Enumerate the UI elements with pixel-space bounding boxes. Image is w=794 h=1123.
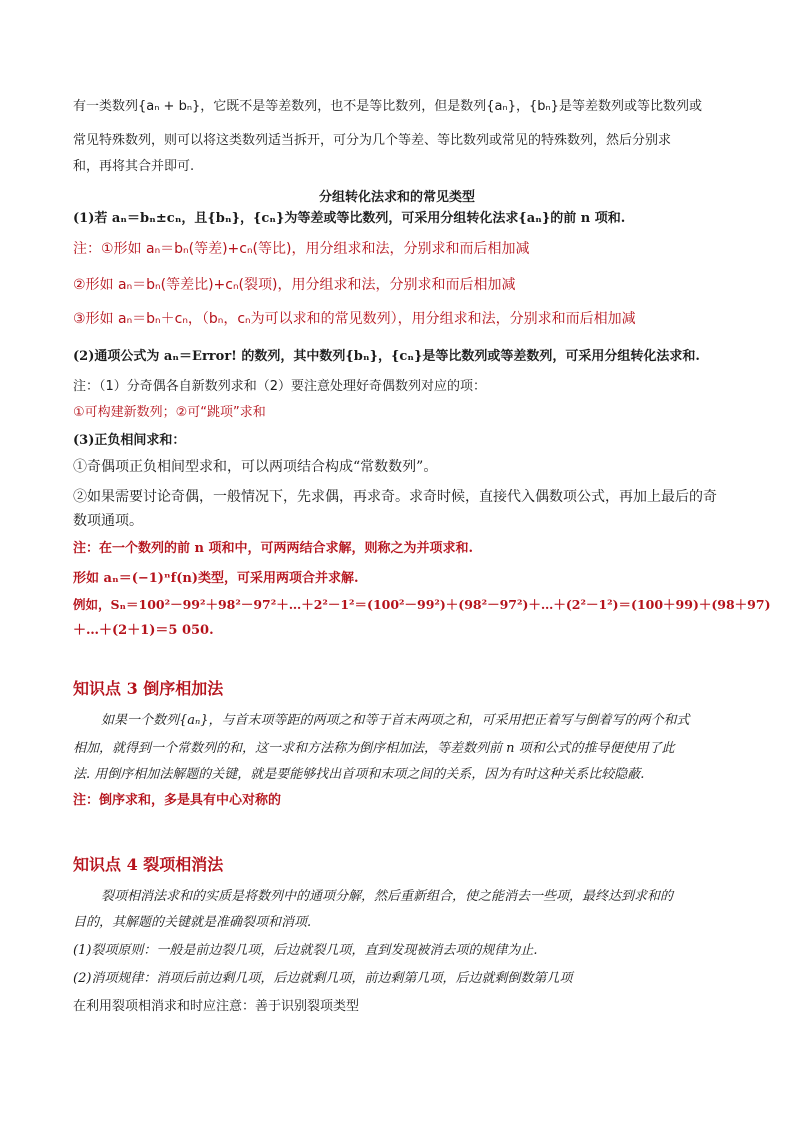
type1-main: (1)若 aₙ＝bₙ±cₙ，且{bₙ}，{cₙ}为等差或等比数列，可采用分组转化法求{aₙ}的前 n 项和. [73, 211, 626, 226]
intro-line-2: 常见特殊数列，则可以将这类数列适当拆开，可分为几个等差、等比数列或常见的特殊数列，然后分别求 [73, 133, 672, 148]
intro-line-3: 和，再将其合并即可. [73, 159, 195, 174]
kp3-para-1: 如果一个数列{aₙ}，与首末项等距的两项之和等于首末两项之和，可采用把正着写与倒着写的两个和式 [101, 713, 690, 728]
type3-item-1: ①奇偶项正负相间型求和，可以两项结合构成“常数数列”。 [73, 459, 438, 475]
kp4-para-1: 裂项相消法求和的实质是将数列中的通项分解，然后重新组合，使之能消去一些项，最终达到求和的 [101, 889, 674, 904]
type3-form: 形如 aₙ＝(−1)ⁿf(n)类型，可采用两项合并求解. [73, 571, 359, 586]
kp3-heading: 知识点 3 倒序相加法 [73, 679, 224, 698]
kp4-para-2: 目的，其解题的关键就是准确裂项和消项. [73, 915, 312, 930]
type3-example-line-1: 例如，Sₙ＝100²－99²＋98²－97²＋…＋2²－1²＝(100²－99²)＋(98²－97²)＋…＋(2²－1²)＝(100＋99)＋(98＋97) [73, 597, 771, 612]
type3-example-line-2: ＋…＋(2＋1)＝5 050. [73, 623, 214, 638]
type2-note: 注：（1）分奇偶各自新数列求和（2）要注意处理好奇偶数列对应的项： [73, 379, 487, 394]
kp3-para-3: 法. 用倒序相加法解题的关键，就是要能够找出首项和末项之间的关系，因为有时这种关系比较隐蔽. [73, 767, 645, 782]
kp4-rule-1: (1)裂项原则：一般是前边裂几项，后边就裂几项，直到发现被消去项的规律为止. [73, 943, 538, 958]
kp3-para-2: 相加，就得到一个常数列的和，这一求和方法称为倒序相加法，等差数列前 n 项和公式的推导便使用了此 [73, 741, 675, 756]
type3-note: 注：在一个数列的前 n 项和中，可两两结合求解，则称之为并项求和. [73, 541, 474, 556]
kp4-tail: 在利用裂项相消求和时应注意：善于识别裂项类型 [73, 999, 360, 1014]
kp4-heading: 知识点 4 裂项相消法 [73, 855, 224, 874]
intro-line-1: 有一类数列{aₙ + bₙ}，它既不是等差数列，也不是等比数列，但是数列{aₙ}，{bₙ}是等差数列或等比数列或 [73, 99, 702, 114]
section-title: 分组转化法求和的常见类型 [318, 190, 475, 205]
type1-note-1: 注：①形如 aₙ＝bₙ(等差)+cₙ(等比)，用分组求和法，分别求和而后相加减 [73, 241, 530, 257]
type3-item-2a: ②如果需要讨论奇偶，一般情况下，先求偶，再求奇。求奇时候，直接代入偶数项公式，再加上最后的奇 [73, 489, 717, 505]
kp4-rule-2: (2)消项规律：消项后前边剩几项，后边就剩几项，前边剩第几项，后边就剩倒数第几项 [73, 971, 573, 986]
type1-note-2: ②形如 aₙ＝bₙ(等差比)+cₙ(裂项)，用分组求和法，分别求和而后相加减 [73, 277, 516, 293]
type3-item-2b: 数项通项。 [73, 513, 143, 529]
type2-main: (2)通项公式为 aₙ＝Error! 的数列，其中数列{bₙ}，{cₙ}是等比数列或等差数列，可采用分组转化法求和. [73, 349, 700, 364]
type1-note-3: ③形如 aₙ＝bₙ＋cₙ，（bₙ，cₙ为可以求和的常见数列），用分组求和法，分别求和而后相加减 [73, 311, 636, 327]
kp3-note: 注：倒序求和，多是具有中心对称的 [73, 793, 282, 808]
type2-note-red: ①可构建新数列；②可“跳项”求和 [73, 405, 266, 420]
type3-title: (3)正负相间求和： [73, 433, 186, 448]
